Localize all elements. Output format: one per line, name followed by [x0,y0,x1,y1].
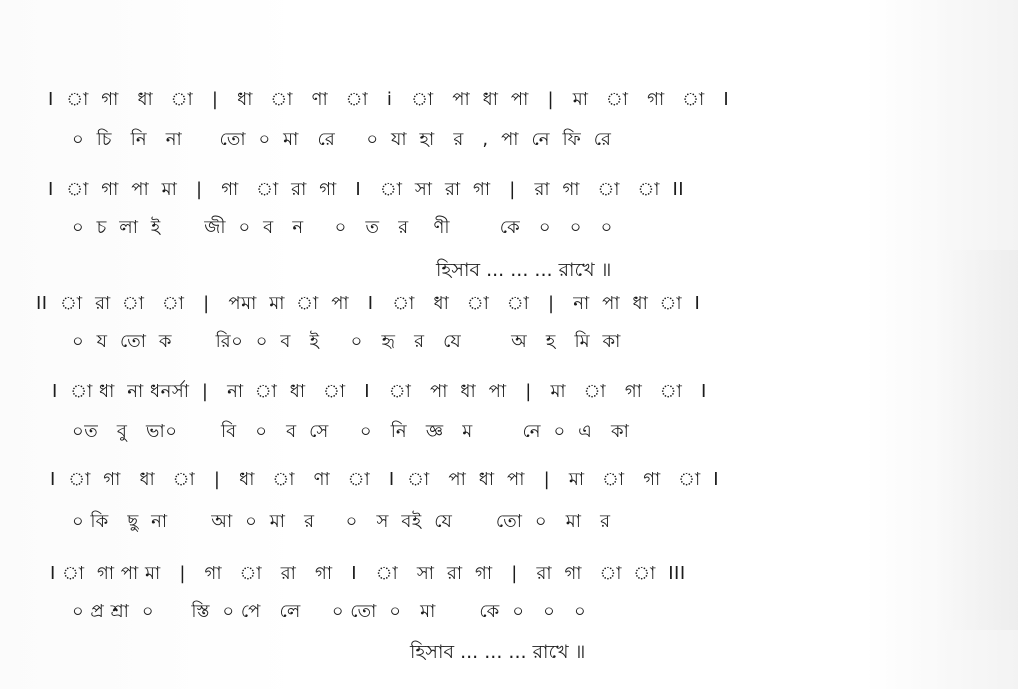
page-bleed-shadow [938,250,1018,630]
notation-line-4: I া ধা না ধনর্সা | না া ধা া I া পা ধা পা | মা া গা া I [52,381,707,402]
lyric-line-3: ০ য তো ক রি০ ০ ব ই ০ হৃ র যে অ হ মি কা [72,331,621,352]
notation-line-2: I া গা পা মা | গা া রা গা I া সা রা গা | রা গা া া II [48,179,685,200]
notation-line-3: II া রা া া | পমা মা া পা I া ধা া া | না পা ধা া I [36,293,701,314]
refrain-1: হিসাব ... ... ... রাখে ॥ [436,259,612,281]
lyric-line-4: ০ত বু ভা০ বি ০ ব সে ০ নি জ্ঞ ম নে ০ এ কা [72,421,630,442]
notation-line-5: I া গা ধা া | ধা া ণা া I া পা ধা পা | মা া গা া I [50,469,720,490]
lyric-line-6: ০ প্র শ্রা ০ স্তি ০ পে লে ০ তো ০ মা কে ০ ০ ০ [72,601,587,622]
lyric-line-1: ০ চি নি না তো ০ মা রে ০ যা হা র , পা নে ফি রে [72,129,612,150]
notation-line-6: I া গা পা মা | গা া রা গা I া সা রা গা | রা গা া া III [50,563,686,584]
notation-line-1: I া গা ধা া | ধা া ণা া i া পা ধা পা | মা া গা া I [48,89,730,110]
lyric-line-5: ০ কি ছু না আ ০ মা র ০ স বই যে তো ০ মা র [72,511,611,532]
lyric-line-2: ০ চ লা ই জী ০ ব ন ০ ত র ণী কে ০ ০ ০ [72,217,613,238]
refrain-2: হিসাব ... ... ... রাখে ॥ [410,641,586,663]
